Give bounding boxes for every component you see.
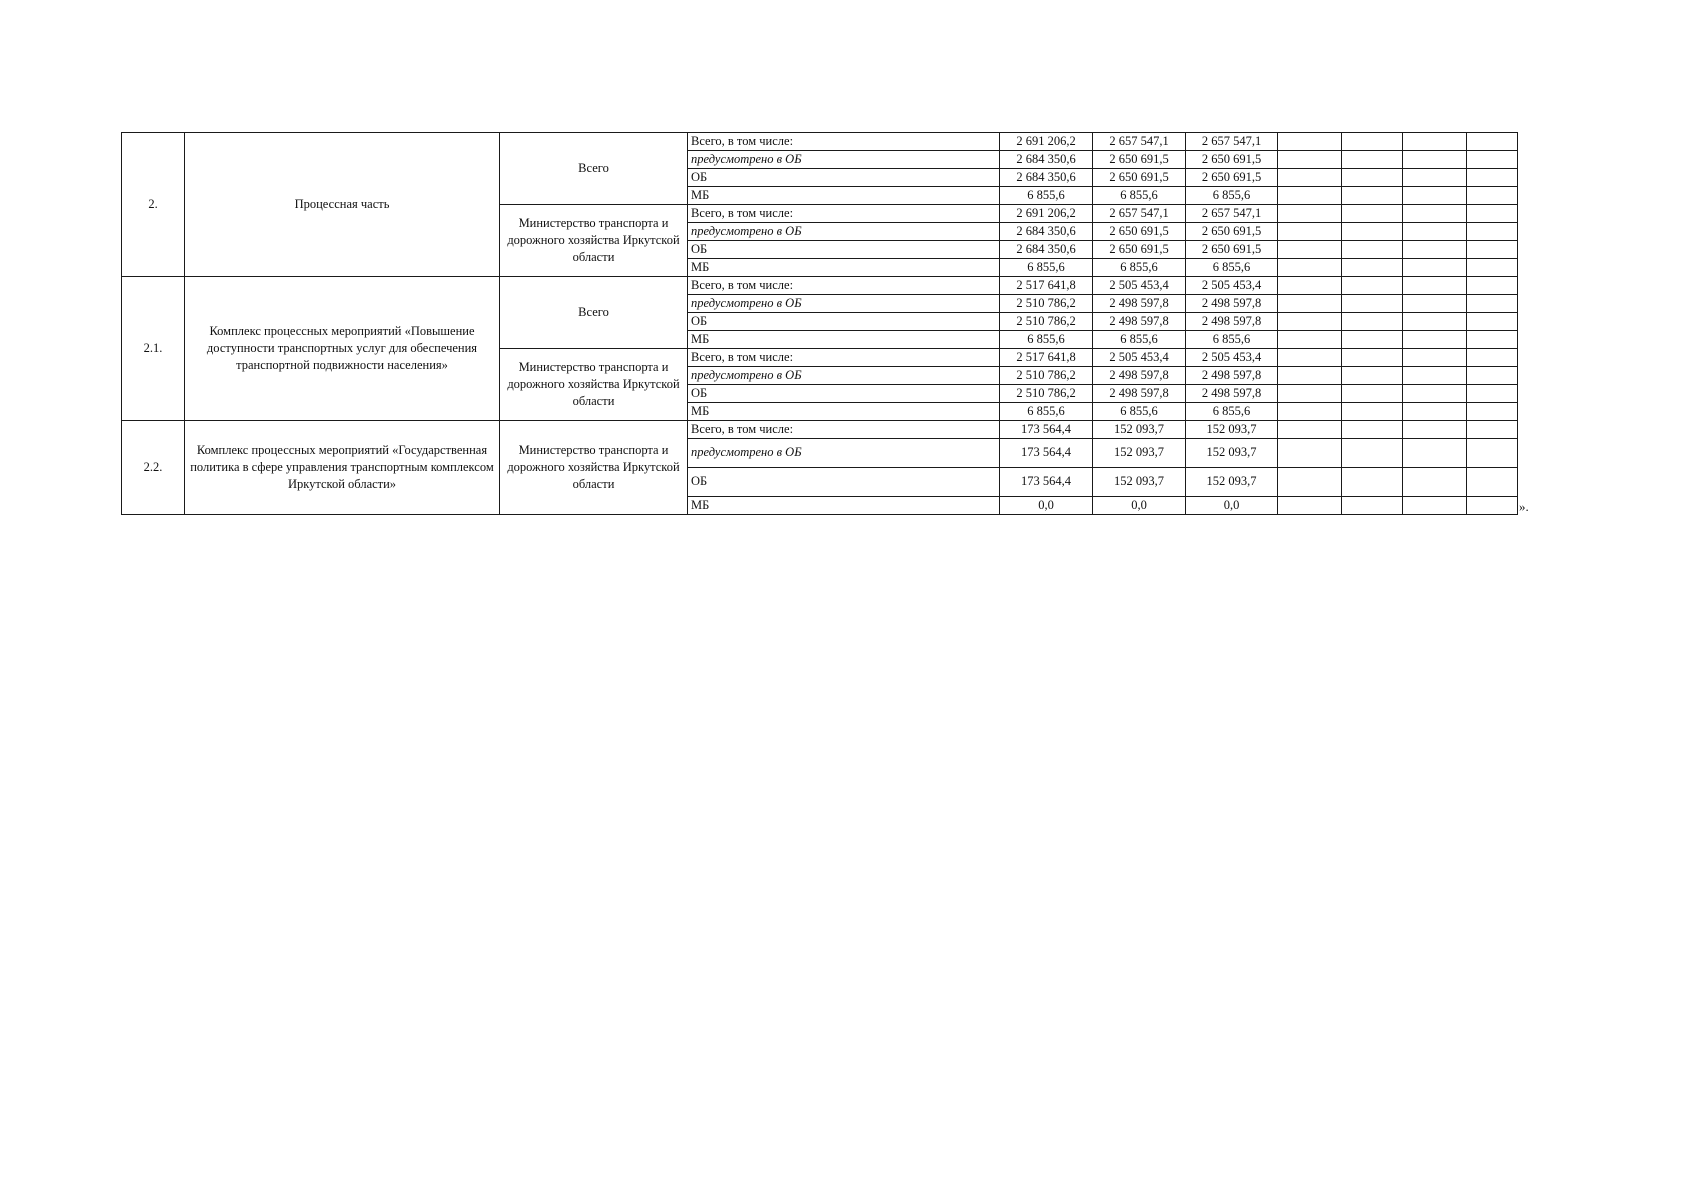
section-name: Комплекс процессных мероприятий «Государственная политика в сфере управления транспортным комплексом Иркутской области» — [185, 421, 500, 515]
value-cell: 2 650 691,5 — [1093, 151, 1186, 169]
value-cell: 2 691 206,2 — [1000, 133, 1093, 151]
empty-cell — [1467, 349, 1518, 367]
empty-cell — [1278, 439, 1342, 468]
section-name: Процессная часть — [185, 133, 500, 277]
value-cell: 2 650 691,5 — [1186, 151, 1278, 169]
empty-cell — [1467, 187, 1518, 205]
value-cell: 2 650 691,5 — [1093, 223, 1186, 241]
value-cell: 2 691 206,2 — [1000, 205, 1093, 223]
empty-cell — [1278, 133, 1342, 151]
value-cell: 2 505 453,4 — [1186, 349, 1278, 367]
value-cell: 2 684 350,6 — [1000, 241, 1093, 259]
empty-cell — [1342, 223, 1403, 241]
value-cell: 6 855,6 — [1093, 403, 1186, 421]
empty-cell — [1342, 385, 1403, 403]
empty-cell — [1403, 421, 1467, 439]
executor-cell: Всего — [500, 277, 688, 349]
empty-cell — [1342, 349, 1403, 367]
empty-cell — [1278, 349, 1342, 367]
value-cell: 2 498 597,8 — [1186, 313, 1278, 331]
empty-cell — [1278, 367, 1342, 385]
funding-source: Всего, в том числе: — [688, 421, 1000, 439]
empty-cell — [1342, 313, 1403, 331]
empty-cell — [1403, 367, 1467, 385]
value-cell: 2 684 350,6 — [1000, 169, 1093, 187]
value-cell: 6 855,6 — [1000, 187, 1093, 205]
empty-cell — [1467, 259, 1518, 277]
empty-cell — [1403, 439, 1467, 468]
value-cell: 6 855,6 — [1186, 187, 1278, 205]
empty-cell — [1403, 403, 1467, 421]
empty-cell — [1278, 259, 1342, 277]
empty-cell — [1278, 295, 1342, 313]
value-cell: 2 657 547,1 — [1093, 133, 1186, 151]
value-cell: 152 093,7 — [1093, 439, 1186, 468]
closing-quote-mark: ». — [1519, 499, 1529, 514]
empty-cell — [1467, 277, 1518, 295]
funding-source: ОБ — [688, 313, 1000, 331]
empty-cell — [1403, 259, 1467, 277]
table-row — [122, 421, 1518, 439]
value-cell: 2 498 597,8 — [1186, 295, 1278, 313]
empty-cell — [1342, 331, 1403, 349]
value-cell: 2 498 597,8 — [1186, 385, 1278, 403]
value-cell: 2 498 597,8 — [1093, 313, 1186, 331]
value-cell: 2 510 786,2 — [1000, 295, 1093, 313]
empty-cell — [1403, 468, 1467, 497]
funding-source: предусмотрено в ОБ — [688, 151, 1000, 169]
value-cell: 6 855,6 — [1186, 259, 1278, 277]
empty-cell — [1278, 277, 1342, 295]
empty-cell — [1342, 497, 1403, 515]
value-cell: 2 505 453,4 — [1093, 349, 1186, 367]
funding-source: Всего, в том числе: — [688, 133, 1000, 151]
empty-cell — [1278, 403, 1342, 421]
empty-cell — [1342, 151, 1403, 169]
value-cell: 2 657 547,1 — [1093, 205, 1186, 223]
empty-cell — [1467, 421, 1518, 439]
table-row — [122, 277, 1518, 295]
value-cell: 2 650 691,5 — [1186, 241, 1278, 259]
empty-cell — [1467, 331, 1518, 349]
value-cell: 2 510 786,2 — [1000, 313, 1093, 331]
value-cell: 173 564,4 — [1000, 421, 1093, 439]
empty-cell — [1403, 295, 1467, 313]
empty-cell — [1342, 241, 1403, 259]
value-cell: 2 498 597,8 — [1093, 295, 1186, 313]
value-cell: 6 855,6 — [1186, 403, 1278, 421]
value-cell: 173 564,4 — [1000, 439, 1093, 468]
empty-cell — [1467, 133, 1518, 151]
empty-cell — [1467, 241, 1518, 259]
empty-cell — [1342, 259, 1403, 277]
empty-cell — [1467, 151, 1518, 169]
value-cell: 2 650 691,5 — [1186, 169, 1278, 187]
empty-cell — [1467, 295, 1518, 313]
empty-cell — [1278, 241, 1342, 259]
funding-source: МБ — [688, 259, 1000, 277]
funding-source: ОБ — [688, 385, 1000, 403]
empty-cell — [1342, 403, 1403, 421]
value-cell: 6 855,6 — [1093, 331, 1186, 349]
value-cell: 152 093,7 — [1186, 468, 1278, 497]
empty-cell — [1403, 385, 1467, 403]
empty-cell — [1403, 151, 1467, 169]
empty-cell — [1467, 169, 1518, 187]
empty-cell — [1278, 331, 1342, 349]
value-cell: 152 093,7 — [1186, 421, 1278, 439]
value-cell: 2 650 691,5 — [1093, 169, 1186, 187]
empty-cell — [1342, 187, 1403, 205]
value-cell: 2 684 350,6 — [1000, 151, 1093, 169]
value-cell: 2 505 453,4 — [1186, 277, 1278, 295]
empty-cell — [1403, 331, 1467, 349]
value-cell: 2 498 597,8 — [1093, 385, 1186, 403]
funding-source: МБ — [688, 497, 1000, 515]
value-cell: 2 517 641,8 — [1000, 277, 1093, 295]
empty-cell — [1403, 205, 1467, 223]
value-cell: 152 093,7 — [1093, 468, 1186, 497]
executor-cell: Министерство транспорта и дорожного хозяйства Иркутской области — [500, 349, 688, 421]
empty-cell — [1403, 133, 1467, 151]
empty-cell — [1278, 313, 1342, 331]
value-cell: 2 650 691,5 — [1186, 223, 1278, 241]
empty-cell — [1403, 277, 1467, 295]
value-cell: 6 855,6 — [1000, 259, 1093, 277]
executor-cell: Министерство транспорта и дорожного хозяйства Иркутской области — [500, 205, 688, 277]
section-number: 2.1. — [122, 277, 185, 421]
empty-cell — [1342, 277, 1403, 295]
funding-source: Всего, в том числе: — [688, 277, 1000, 295]
empty-cell — [1467, 205, 1518, 223]
empty-cell — [1342, 421, 1403, 439]
value-cell: 6 855,6 — [1093, 259, 1186, 277]
empty-cell — [1467, 403, 1518, 421]
value-cell: 0,0 — [1186, 497, 1278, 515]
value-cell: 152 093,7 — [1093, 421, 1186, 439]
value-cell: 6 855,6 — [1186, 331, 1278, 349]
budget-table — [121, 132, 1518, 515]
empty-cell — [1467, 385, 1518, 403]
executor-cell: Министерство транспорта и дорожного хозяйства Иркутской области — [500, 421, 688, 515]
empty-cell — [1403, 169, 1467, 187]
funding-source: Всего, в том числе: — [688, 205, 1000, 223]
value-cell: 173 564,4 — [1000, 468, 1093, 497]
value-cell: 2 517 641,8 — [1000, 349, 1093, 367]
empty-cell — [1467, 497, 1518, 515]
value-cell: 6 855,6 — [1000, 331, 1093, 349]
funding-source: предусмотрено в ОБ — [688, 223, 1000, 241]
empty-cell — [1342, 367, 1403, 385]
empty-cell — [1467, 367, 1518, 385]
empty-cell — [1278, 421, 1342, 439]
funding-source: предусмотрено в ОБ — [688, 295, 1000, 313]
funding-source: МБ — [688, 403, 1000, 421]
empty-cell — [1278, 468, 1342, 497]
value-cell: 2 498 597,8 — [1093, 367, 1186, 385]
value-cell: 0,0 — [1093, 497, 1186, 515]
empty-cell — [1278, 205, 1342, 223]
value-cell: 2 510 786,2 — [1000, 385, 1093, 403]
section-number: 2. — [122, 133, 185, 277]
empty-cell — [1278, 385, 1342, 403]
empty-cell — [1342, 169, 1403, 187]
executor-cell: Всего — [500, 133, 688, 205]
value-cell: 2 510 786,2 — [1000, 367, 1093, 385]
value-cell: 2 684 350,6 — [1000, 223, 1093, 241]
empty-cell — [1342, 133, 1403, 151]
funding-source: Всего, в том числе: — [688, 349, 1000, 367]
empty-cell — [1403, 223, 1467, 241]
empty-cell — [1403, 313, 1467, 331]
empty-cell — [1467, 439, 1518, 468]
empty-cell — [1467, 468, 1518, 497]
value-cell: 2 657 547,1 — [1186, 205, 1278, 223]
empty-cell — [1342, 295, 1403, 313]
empty-cell — [1403, 241, 1467, 259]
value-cell: 6 855,6 — [1093, 187, 1186, 205]
section-number: 2.2. — [122, 421, 185, 515]
empty-cell — [1278, 187, 1342, 205]
value-cell: 2 498 597,8 — [1186, 367, 1278, 385]
empty-cell — [1278, 169, 1342, 187]
empty-cell — [1278, 497, 1342, 515]
empty-cell — [1403, 349, 1467, 367]
funding-source: ОБ — [688, 468, 1000, 497]
empty-cell — [1278, 151, 1342, 169]
empty-cell — [1342, 468, 1403, 497]
value-cell: 2 657 547,1 — [1186, 133, 1278, 151]
funding-source: МБ — [688, 331, 1000, 349]
value-cell: 2 505 453,4 — [1093, 277, 1186, 295]
empty-cell — [1467, 223, 1518, 241]
empty-cell — [1403, 497, 1467, 515]
value-cell: 0,0 — [1000, 497, 1093, 515]
value-cell: 6 855,6 — [1000, 403, 1093, 421]
empty-cell — [1342, 439, 1403, 468]
funding-source: МБ — [688, 187, 1000, 205]
funding-source: предусмотрено в ОБ — [688, 439, 1000, 468]
value-cell: 2 650 691,5 — [1093, 241, 1186, 259]
empty-cell — [1467, 313, 1518, 331]
table-row — [122, 133, 1518, 151]
funding-source: ОБ — [688, 169, 1000, 187]
funding-source: ОБ — [688, 241, 1000, 259]
empty-cell — [1342, 205, 1403, 223]
section-name: Комплекс процессных мероприятий «Повышение доступности транспортных услуг для обеспечения транспортной подвижности населения» — [185, 277, 500, 421]
value-cell: 152 093,7 — [1186, 439, 1278, 468]
empty-cell — [1403, 187, 1467, 205]
funding-source: предусмотрено в ОБ — [688, 367, 1000, 385]
empty-cell — [1278, 223, 1342, 241]
